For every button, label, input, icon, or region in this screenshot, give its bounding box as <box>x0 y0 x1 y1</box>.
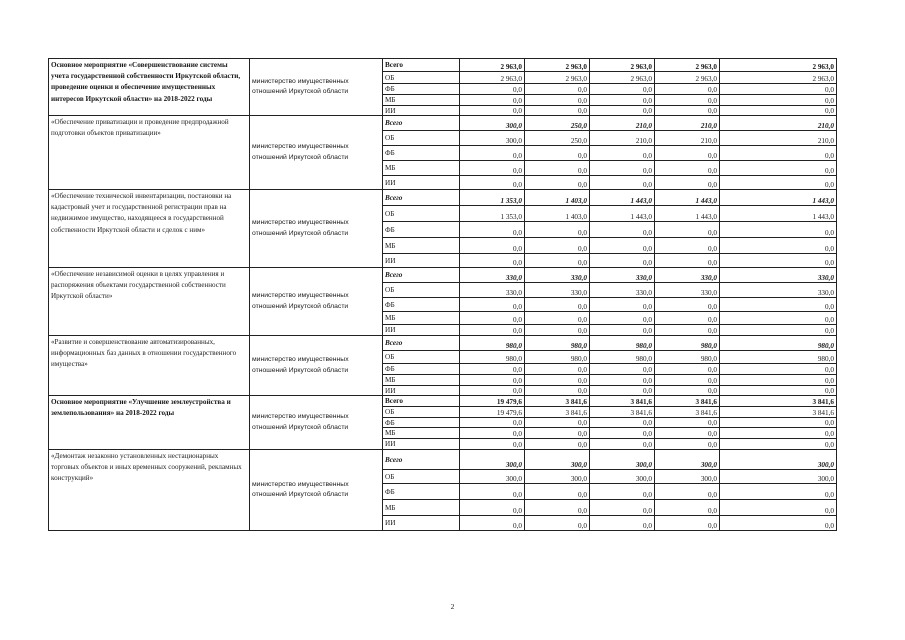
funding-value: 210,0 <box>720 131 837 146</box>
funding-value: 0,0 <box>590 254 655 268</box>
funding-value: 300,0 <box>525 470 590 484</box>
funding-source: Всего <box>383 116 460 131</box>
funding-value: 300,0 <box>460 116 525 131</box>
funding-value: 0,0 <box>655 375 720 386</box>
funding-source: ФБ <box>383 364 460 375</box>
funding-value: 0,0 <box>720 95 837 106</box>
funding-value: 330,0 <box>720 283 837 298</box>
funding-value: 0,0 <box>525 95 590 106</box>
funding-value: 2 963,0 <box>720 72 837 84</box>
funding-source: ОБ <box>383 72 460 84</box>
table-row <box>49 116 837 131</box>
funding-value: 0,0 <box>460 176 525 190</box>
funding-value: 0,0 <box>525 254 590 268</box>
funding-source: ОБ <box>383 407 460 418</box>
funding-value: 0,0 <box>525 106 590 116</box>
funding-value: 0,0 <box>655 325 720 336</box>
funding-value: 1 443,0 <box>720 206 837 222</box>
funding-value: 0,0 <box>655 439 720 450</box>
funding-value: 210,0 <box>655 131 720 146</box>
funding-value: 1 443,0 <box>655 190 720 206</box>
funding-value: 19 479,6 <box>460 407 525 418</box>
responsible-organization: министерство имущественных отношений Иркутской области <box>250 336 383 396</box>
funding-value: 300,0 <box>460 131 525 146</box>
funding-value: 0,0 <box>655 176 720 190</box>
funding-value: 0,0 <box>590 325 655 336</box>
funding-value: 980,0 <box>590 336 655 351</box>
funding-value: 2 963,0 <box>590 59 655 72</box>
funding-value: 0,0 <box>720 439 837 450</box>
funding-value: 1 443,0 <box>590 190 655 206</box>
funding-value: 210,0 <box>590 116 655 131</box>
funding-value: 0,0 <box>590 161 655 176</box>
funding-value: 980,0 <box>590 351 655 364</box>
funding-source: ФБ <box>383 84 460 95</box>
funding-value: 0,0 <box>590 516 655 531</box>
funding-value: 300,0 <box>655 470 720 484</box>
funding-value: 2 963,0 <box>590 72 655 84</box>
funding-value: 0,0 <box>460 146 525 161</box>
funding-value: 2 963,0 <box>460 59 525 72</box>
funding-source: Всего <box>383 336 460 351</box>
funding-value: 980,0 <box>525 351 590 364</box>
funding-value: 0,0 <box>590 176 655 190</box>
funding-value: 0,0 <box>655 254 720 268</box>
funding-source: Всего <box>383 450 460 470</box>
funding-value: 0,0 <box>720 484 837 500</box>
funding-value: 3 841,6 <box>590 407 655 418</box>
funding-value: 2 963,0 <box>655 72 720 84</box>
funding-value: 300,0 <box>460 470 525 484</box>
funding-value: 1 403,0 <box>525 206 590 222</box>
funding-value: 0,0 <box>460 364 525 375</box>
funding-value: 0,0 <box>525 418 590 428</box>
responsible-organization: министерство имущественных отношений Иркутской области <box>250 396 383 450</box>
funding-source: ФБ <box>383 418 460 428</box>
funding-value: 0,0 <box>525 161 590 176</box>
funding-value: 0,0 <box>525 500 590 516</box>
funding-value: 0,0 <box>655 386 720 396</box>
funding-source: МБ <box>383 312 460 325</box>
funding-value: 1 353,0 <box>460 190 525 206</box>
funding-value: 0,0 <box>525 222 590 238</box>
table-row <box>49 268 837 283</box>
activity-name: «Обеспечение независимой оценки в целях управления и распоряжения объектами государственной собственности Иркутской области» <box>49 268 250 336</box>
funding-value: 2 963,0 <box>460 72 525 84</box>
funding-value: 0,0 <box>590 146 655 161</box>
activity-name: Основное мероприятие «Улучшение землеустройства и землепользования» на 2018-2022 годы <box>49 396 250 450</box>
funding-value: 0,0 <box>655 222 720 238</box>
funding-value: 0,0 <box>590 312 655 325</box>
funding-value: 0,0 <box>720 254 837 268</box>
funding-value: 300,0 <box>525 450 590 470</box>
funding-source: МБ <box>383 375 460 386</box>
funding-value: 330,0 <box>655 283 720 298</box>
funding-value: 250,0 <box>525 116 590 131</box>
funding-value: 0,0 <box>720 146 837 161</box>
funding-value: 0,0 <box>655 418 720 428</box>
funding-value: 210,0 <box>655 116 720 131</box>
funding-value: 0,0 <box>525 364 590 375</box>
funding-value: 0,0 <box>720 386 837 396</box>
funding-source: ОБ <box>383 131 460 146</box>
funding-value: 0,0 <box>655 484 720 500</box>
funding-value: 3 841,6 <box>655 407 720 418</box>
funding-source: Всего <box>383 190 460 206</box>
funding-source: МБ <box>383 500 460 516</box>
funding-value: 0,0 <box>460 516 525 531</box>
activity-name: «Демонтаж незаконно установленных нестационарных торговых объектов и иных временных сооружений, рекламных конструкций» <box>49 450 250 531</box>
funding-value: 330,0 <box>720 268 837 283</box>
funding-value: 0,0 <box>460 254 525 268</box>
funding-value: 0,0 <box>460 325 525 336</box>
funding-value: 330,0 <box>590 283 655 298</box>
funding-source: МБ <box>383 161 460 176</box>
funding-value: 0,0 <box>525 484 590 500</box>
funding-value: 0,0 <box>460 95 525 106</box>
funding-value: 0,0 <box>460 238 525 254</box>
funding-value: 300,0 <box>460 450 525 470</box>
funding-value: 0,0 <box>720 312 837 325</box>
funding-value: 1 443,0 <box>590 206 655 222</box>
funding-source: Всего <box>383 396 460 407</box>
funding-value: 0,0 <box>590 106 655 116</box>
funding-value: 0,0 <box>460 298 525 312</box>
funding-value: 1 403,0 <box>525 190 590 206</box>
funding-value: 300,0 <box>720 470 837 484</box>
funding-value: 0,0 <box>655 238 720 254</box>
funding-source: ФБ <box>383 298 460 312</box>
activity-name: Основное мероприятие «Совершенствование системы учета государственной собственности Иркутской области, проведение оценки и обеспечение имущественных интересов Иркутской области» на 2018-2022 годы <box>49 59 250 116</box>
funding-value: 330,0 <box>460 268 525 283</box>
funding-value: 0,0 <box>525 312 590 325</box>
funding-value: 0,0 <box>590 439 655 450</box>
funding-value: 0,0 <box>590 95 655 106</box>
funding-value: 0,0 <box>720 428 837 439</box>
funding-source: ИИ <box>383 439 460 450</box>
funding-source: ФБ <box>383 222 460 238</box>
funding-value: 1 443,0 <box>720 190 837 206</box>
funding-value: 0,0 <box>590 418 655 428</box>
funding-value: 0,0 <box>720 161 837 176</box>
funding-value: 0,0 <box>720 418 837 428</box>
funding-value: 300,0 <box>720 450 837 470</box>
funding-value: 0,0 <box>460 161 525 176</box>
activity-name: «Развитие и совершенствование автоматизированных, информационных баз данных в отношении государственного имущества» <box>49 336 250 396</box>
funding-value: 0,0 <box>720 176 837 190</box>
funding-source: ОБ <box>383 351 460 364</box>
funding-source: Всего <box>383 268 460 283</box>
funding-value: 0,0 <box>460 84 525 95</box>
funding-value: 0,0 <box>460 418 525 428</box>
funding-value: 3 841,6 <box>525 407 590 418</box>
funding-value: 0,0 <box>460 386 525 396</box>
funding-source: ИИ <box>383 254 460 268</box>
funding-value: 0,0 <box>525 428 590 439</box>
funding-source: МБ <box>383 428 460 439</box>
funding-value: 2 963,0 <box>655 59 720 72</box>
funding-value: 19 479,6 <box>460 396 525 407</box>
funding-value: 980,0 <box>720 336 837 351</box>
funding-value: 2 963,0 <box>525 72 590 84</box>
funding-value: 0,0 <box>460 484 525 500</box>
funding-value: 0,0 <box>720 375 837 386</box>
funding-value: 1 443,0 <box>655 206 720 222</box>
funding-value: 0,0 <box>655 312 720 325</box>
funding-value: 0,0 <box>655 298 720 312</box>
funding-source: МБ <box>383 238 460 254</box>
funding-value: 0,0 <box>590 238 655 254</box>
funding-value: 0,0 <box>655 95 720 106</box>
funding-value: 210,0 <box>590 131 655 146</box>
funding-source: Всего <box>383 59 460 72</box>
funding-value: 0,0 <box>720 106 837 116</box>
funding-value: 0,0 <box>590 84 655 95</box>
funding-source: МБ <box>383 95 460 106</box>
funding-source: ОБ <box>383 470 460 484</box>
funding-value: 0,0 <box>590 298 655 312</box>
funding-value: 0,0 <box>720 364 837 375</box>
funding-value: 0,0 <box>525 146 590 161</box>
funding-value: 330,0 <box>525 283 590 298</box>
funding-value: 0,0 <box>655 161 720 176</box>
responsible-organization: министерство имущественных отношений Иркутской области <box>250 268 383 336</box>
funding-value: 0,0 <box>720 222 837 238</box>
table-row <box>49 336 837 351</box>
funding-value: 3 841,6 <box>720 396 837 407</box>
funding-value: 0,0 <box>720 500 837 516</box>
funding-value: 0,0 <box>525 298 590 312</box>
funding-value: 0,0 <box>655 146 720 161</box>
funding-value: 1 353,0 <box>460 206 525 222</box>
funding-value: 0,0 <box>590 364 655 375</box>
funding-value: 330,0 <box>460 283 525 298</box>
funding-value: 0,0 <box>655 84 720 95</box>
funding-value: 0,0 <box>590 386 655 396</box>
responsible-organization: министерство имущественных отношений Иркутской области <box>250 450 383 531</box>
funding-value: 3 841,6 <box>720 407 837 418</box>
funding-value: 0,0 <box>720 516 837 531</box>
table-row <box>49 190 837 206</box>
activity-name: «Обеспечение приватизации и проведение предпродажной подготовки объектов приватизации» <box>49 116 250 190</box>
funding-source: ОБ <box>383 206 460 222</box>
funding-value: 0,0 <box>525 325 590 336</box>
funding-value: 0,0 <box>590 428 655 439</box>
funding-value: 300,0 <box>590 470 655 484</box>
funding-value: 210,0 <box>720 116 837 131</box>
funding-source: ФБ <box>383 484 460 500</box>
funding-value: 0,0 <box>525 439 590 450</box>
funding-value: 0,0 <box>525 386 590 396</box>
funding-value: 300,0 <box>590 450 655 470</box>
table-row <box>49 59 837 72</box>
funding-value: 980,0 <box>655 336 720 351</box>
funding-value: 980,0 <box>720 351 837 364</box>
funding-value: 0,0 <box>590 222 655 238</box>
funding-value: 0,0 <box>460 428 525 439</box>
funding-value: 0,0 <box>460 375 525 386</box>
funding-value: 0,0 <box>590 500 655 516</box>
funding-value: 0,0 <box>655 500 720 516</box>
table-row <box>49 396 837 407</box>
funding-value: 0,0 <box>460 439 525 450</box>
funding-value: 0,0 <box>525 238 590 254</box>
funding-value: 2 963,0 <box>720 59 837 72</box>
responsible-organization: министерство имущественных отношений Иркутской области <box>250 190 383 268</box>
funding-value: 980,0 <box>655 351 720 364</box>
funding-value: 0,0 <box>460 312 525 325</box>
funding-value: 0,0 <box>460 222 525 238</box>
funding-value: 0,0 <box>590 484 655 500</box>
funding-value: 0,0 <box>590 375 655 386</box>
funding-value: 3 841,6 <box>655 396 720 407</box>
funding-value: 0,0 <box>525 375 590 386</box>
funding-value: 3 841,6 <box>525 396 590 407</box>
funding-value: 0,0 <box>525 176 590 190</box>
funding-source: ИИ <box>383 325 460 336</box>
funding-value: 0,0 <box>525 516 590 531</box>
funding-value: 2 963,0 <box>525 59 590 72</box>
funding-source: ИИ <box>383 516 460 531</box>
funding-value: 0,0 <box>720 238 837 254</box>
funding-value: 330,0 <box>525 268 590 283</box>
funding-value: 0,0 <box>655 364 720 375</box>
funding-source: ОБ <box>383 283 460 298</box>
budget-table <box>48 58 837 531</box>
funding-value: 0,0 <box>655 516 720 531</box>
funding-value: 0,0 <box>655 428 720 439</box>
funding-source: ИИ <box>383 176 460 190</box>
responsible-organization: министерство имущественных отношений Иркутской области <box>250 59 383 116</box>
funding-source: ФБ <box>383 146 460 161</box>
table-row <box>49 450 837 470</box>
funding-value: 980,0 <box>525 336 590 351</box>
funding-value: 330,0 <box>655 268 720 283</box>
page-number: 2 <box>450 602 455 611</box>
funding-value: 980,0 <box>460 336 525 351</box>
responsible-organization: министерство имущественных отношений Иркутской области <box>250 116 383 190</box>
funding-value: 0,0 <box>720 84 837 95</box>
activity-name: «Обеспечение технической инвентаризации, постановки на кадастровый учет и государственной регистрации прав на недвижимое имущество, находящееся в государственной собственности Иркутской области и сделок с ним» <box>49 190 250 268</box>
funding-value: 3 841,6 <box>590 396 655 407</box>
funding-source: ИИ <box>383 106 460 116</box>
funding-value: 0,0 <box>460 500 525 516</box>
funding-value: 0,0 <box>655 106 720 116</box>
funding-value: 980,0 <box>460 351 525 364</box>
funding-value: 330,0 <box>590 268 655 283</box>
funding-value: 0,0 <box>720 298 837 312</box>
funding-value: 300,0 <box>655 450 720 470</box>
funding-source: ИИ <box>383 386 460 396</box>
funding-value: 250,0 <box>525 131 590 146</box>
funding-value: 0,0 <box>525 84 590 95</box>
funding-value: 0,0 <box>720 325 837 336</box>
funding-value: 0,0 <box>460 106 525 116</box>
